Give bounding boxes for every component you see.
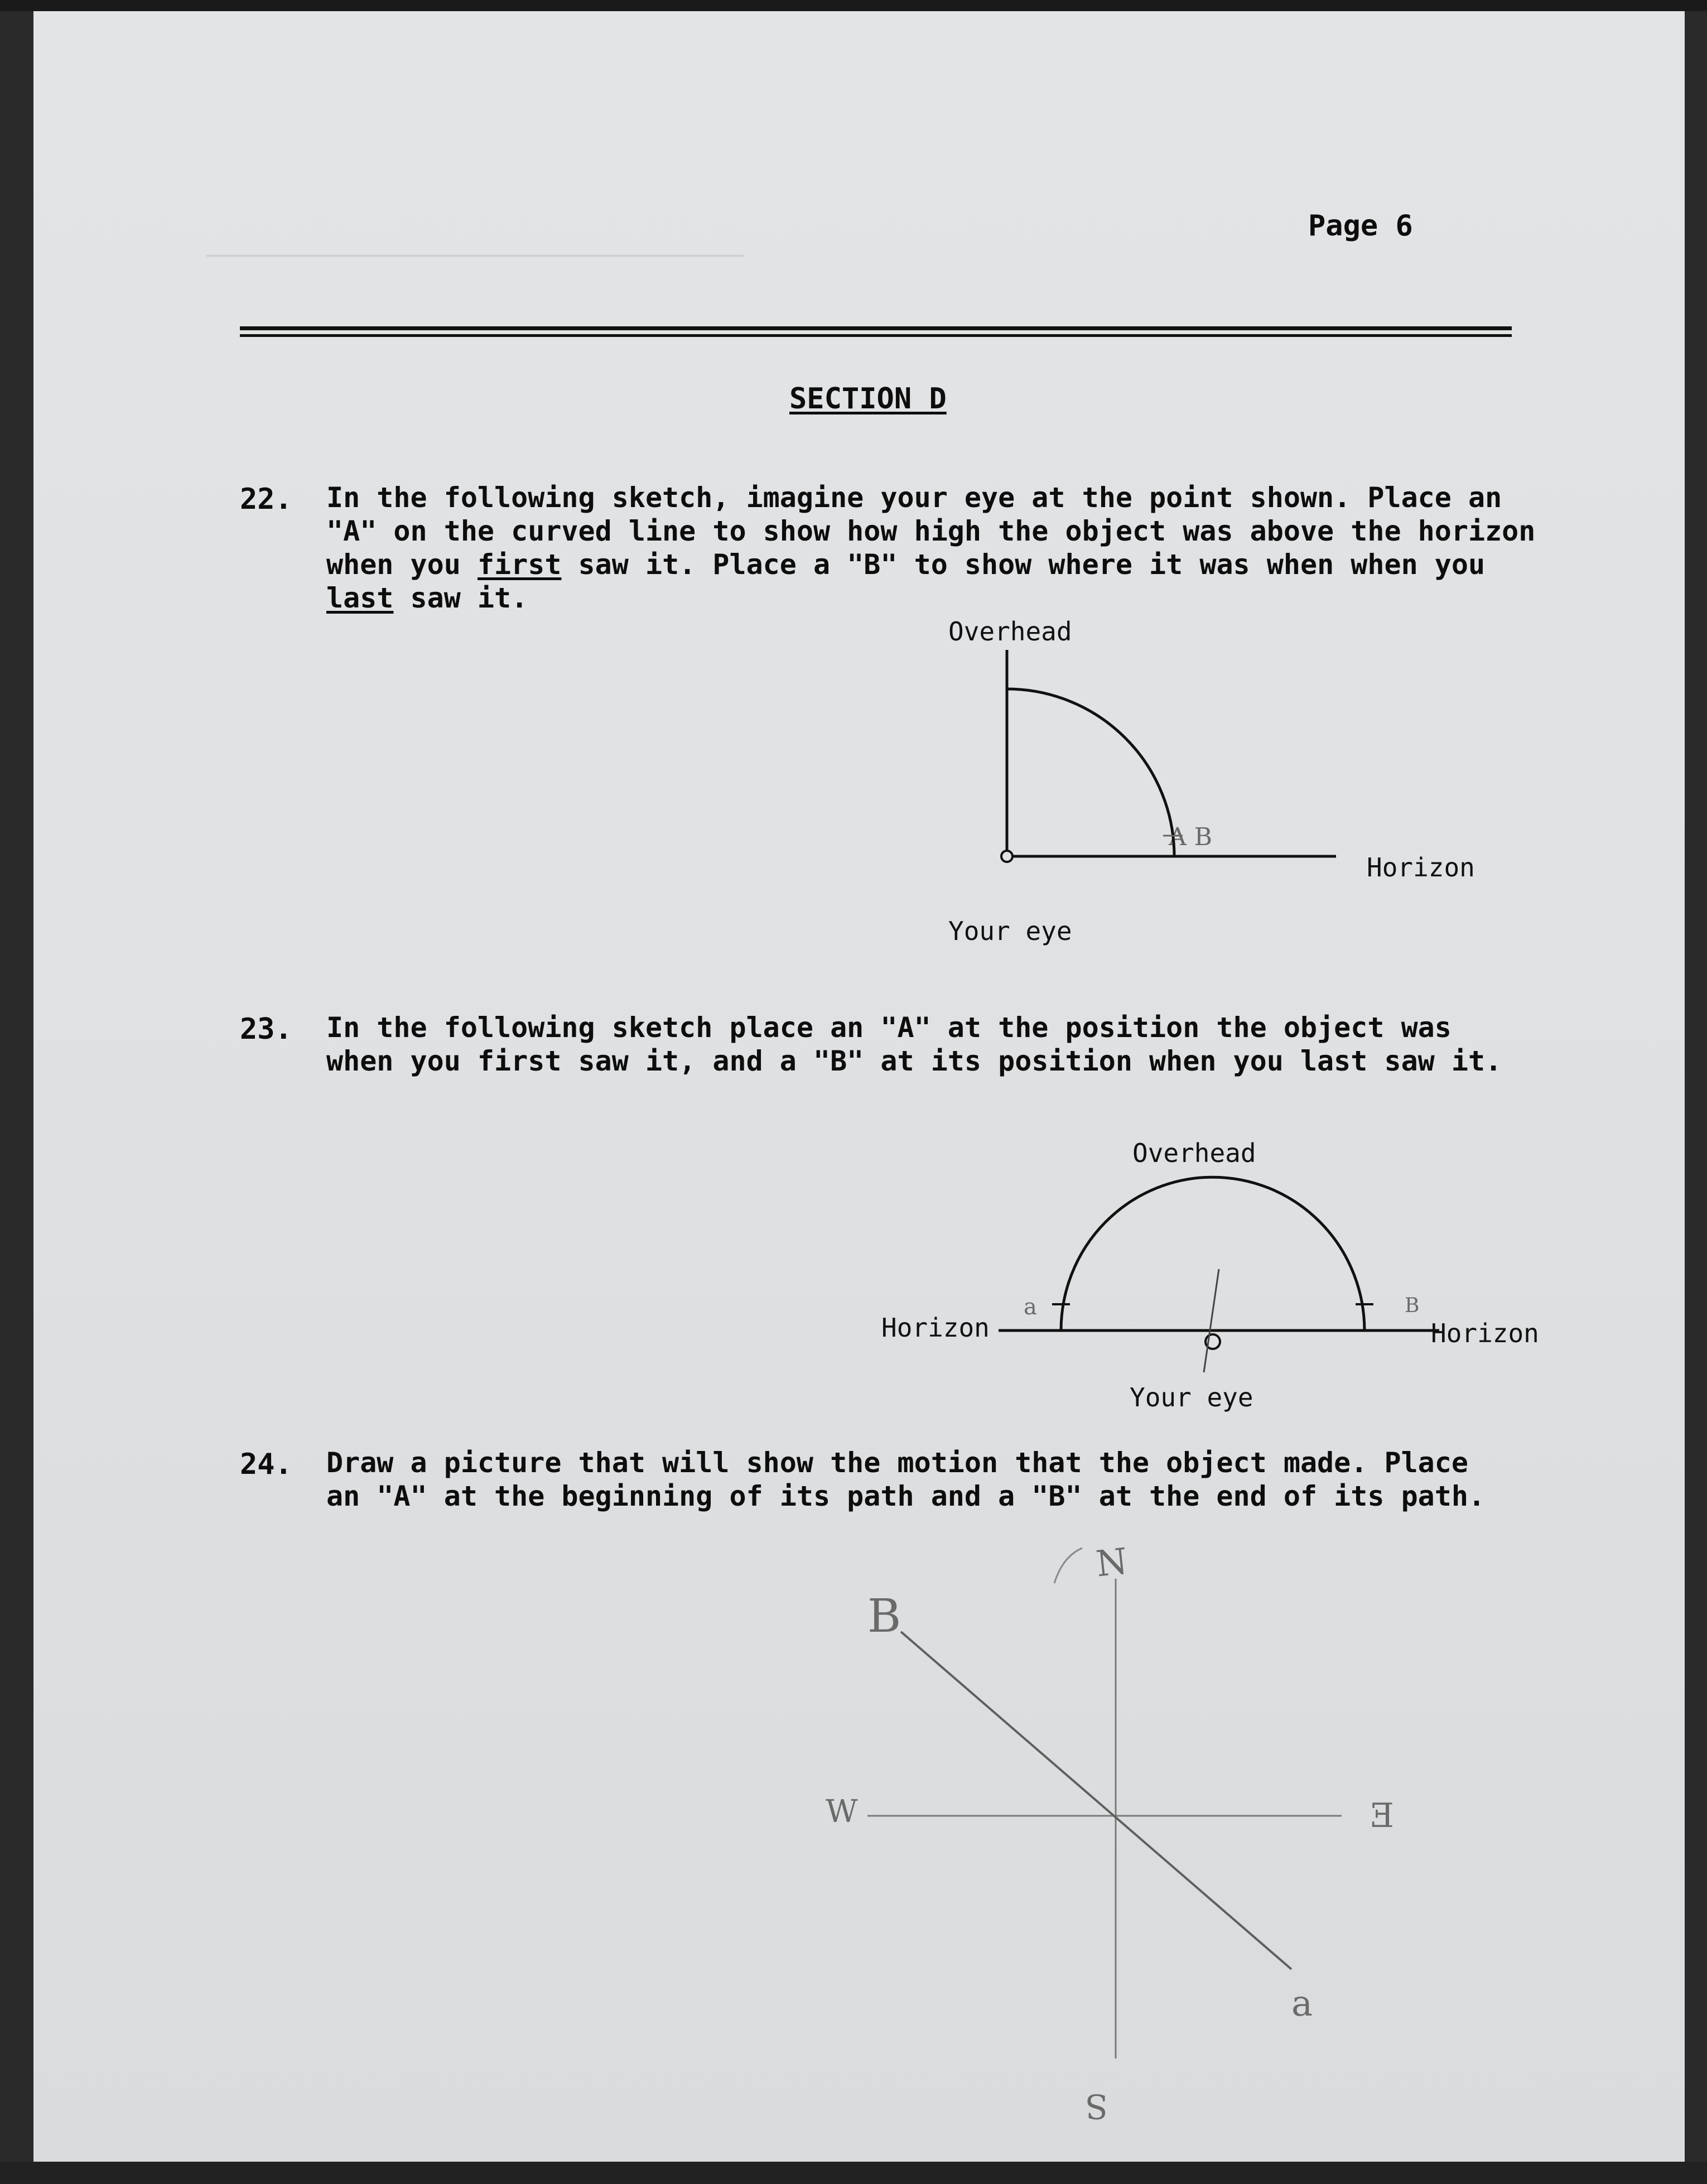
q22-line-2: "A" on the curved line to show how high the object was above the horizon (326, 515, 1536, 547)
q24-south-label: S (1085, 2086, 1108, 2125)
q22-quarter-arc (1007, 689, 1174, 856)
q24-north-stroke (1054, 1548, 1082, 1583)
diagrams-layer (33, 11, 1685, 2164)
q24-start-label: a (1291, 1983, 1313, 2024)
q23-overhead-label: Overhead (1132, 1138, 1256, 1168)
q23-diagram (999, 1177, 1439, 1372)
q23-line-1: In the following sketch place an "A" at the position the object was (326, 1011, 1452, 1044)
q24-line-1: Draw a picture that will show the motion that the object made. Place (326, 1447, 1468, 1479)
q22-line-4: last saw it. (326, 582, 528, 614)
q22-diagram (1001, 650, 1336, 862)
q23-pencil-stroke (1204, 1269, 1219, 1372)
q24-motion-path (901, 1632, 1291, 1969)
q22-eye-label: Your eye (948, 916, 1072, 946)
section-title: SECTION D (789, 382, 947, 416)
q24-drawing (867, 1548, 1342, 2058)
q23-eye-label: Your eye (1130, 1382, 1253, 1412)
q22-overhead-label: Overhead (948, 616, 1072, 647)
q23-horizon-right-label: Horizon (1431, 1318, 1539, 1348)
q24-west-label: W (826, 1794, 858, 1830)
q23-number: 23. (240, 1013, 292, 1046)
q24-east-label: E (1370, 1796, 1394, 1835)
scan-top-edge (0, 0, 1707, 11)
q22-horizon-label: Horizon (1367, 852, 1475, 883)
q23-mark-a: a (1024, 1294, 1037, 1320)
bleed-through: ________________________________________ (206, 232, 744, 257)
q24-north-label: N (1094, 1541, 1130, 1585)
q22-number: 22. (240, 483, 292, 516)
q24-number: 24. (240, 1448, 292, 1481)
q22-line-1: In the following sketch, imagine your eye at the point shown. Place an (326, 481, 1502, 514)
q24-line-2: an "A" at the beginning of its path and a "B" at the end of its path. (326, 1480, 1486, 1512)
q23-horizon-left-label: Horizon (881, 1313, 990, 1343)
document-page (33, 11, 1685, 2164)
scan-bottom-edge (0, 2162, 1707, 2184)
q24-end-label: B (867, 1590, 901, 1643)
q22-eye-point (1001, 851, 1012, 862)
page-number: Page 6 (1308, 209, 1413, 243)
q23-mark-b: B (1405, 1294, 1420, 1317)
q22-handwritten-mark: A B (1169, 823, 1213, 851)
q23-line-2: when you first saw it, and a "B" at its position when you last saw it. (326, 1045, 1502, 1077)
q22-line-3: when you first saw it. Place a "B" to show where it was when when you (326, 548, 1486, 581)
